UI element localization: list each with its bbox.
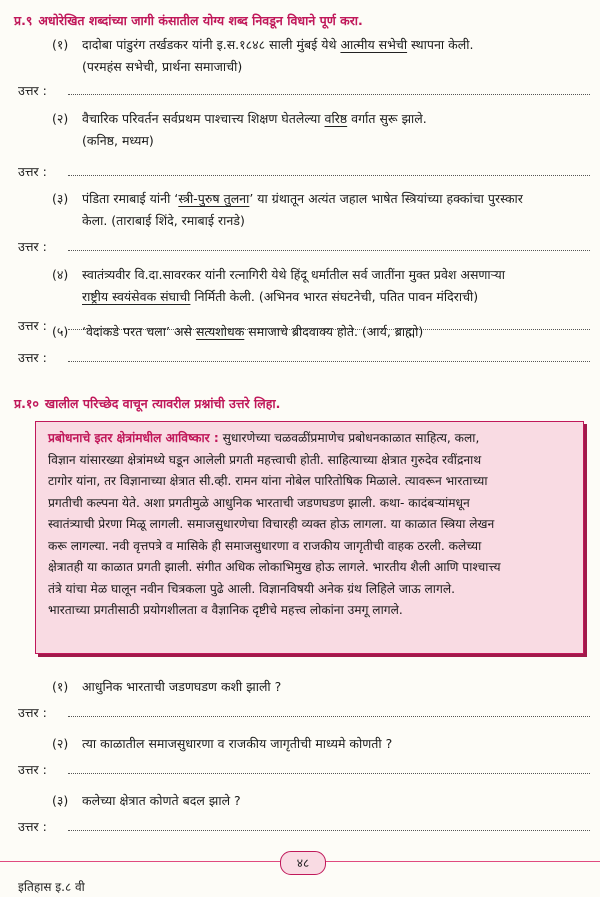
q10-question-1 bbox=[52, 676, 587, 698]
question-10-instruction: खालील परिच्छेद वाचून त्यावरील प्रश्नांची उत्तरे लिहा. bbox=[44, 396, 281, 411]
item-options: (परमहंस सभेची, प्रार्थना समाजाची) bbox=[82, 59, 243, 74]
item-number: (३) bbox=[52, 191, 69, 206]
answer-line-q9-3[interactable] bbox=[18, 238, 590, 254]
answer-label: उत्तर : bbox=[18, 762, 47, 777]
question-9-instruction: अधोरेखित शब्दांच्या जागी कंसातील योग्य शब्द निवडून विधाने पूर्ण करा. bbox=[38, 13, 363, 28]
q10-question-3 bbox=[52, 790, 587, 812]
passage-line: विज्ञान यांसारख्या क्षेत्रांमध्ये घडून आलेली प्रगती महत्त्वाची होती. साहित्याच्या क्षेत्रात गुरुदेव रवींद्रनाथ bbox=[48, 452, 482, 467]
question-9-number: प्र.९ bbox=[14, 13, 33, 28]
answer-label: उत्तर : bbox=[18, 819, 47, 834]
passage-box bbox=[35, 421, 584, 654]
answer-line-q10-2[interactable] bbox=[18, 761, 590, 777]
passage-line: सुधारणेच्या चळवळींप्रमाणेच प्रबोधनकाळात साहित्य, कला, bbox=[218, 431, 480, 445]
item-number: (३) bbox=[52, 793, 69, 808]
answer-label: उत्तर : bbox=[18, 239, 47, 254]
answer-blank[interactable] bbox=[68, 94, 590, 95]
underlined-word: वरिष्ठ bbox=[324, 111, 348, 126]
item-number: (१) bbox=[52, 679, 69, 694]
passage-line: प्रगतीची कल्पना येते. अशा प्रगतीमुळे आधुनिक भारताची जडणघडण झाली. कथा- कादंबऱ्यांमधून bbox=[48, 495, 470, 510]
q9-item-5 bbox=[52, 321, 587, 343]
answer-label: उत्तर : bbox=[18, 164, 47, 179]
answer-label: उत्तर : bbox=[18, 318, 47, 333]
page-number: ४८ bbox=[280, 851, 326, 875]
item-number: (५) bbox=[52, 324, 69, 339]
answer-blank[interactable] bbox=[68, 175, 590, 176]
item-text: ‘वेदांकडे परत चला’ असे bbox=[82, 324, 196, 339]
item-number: (४) bbox=[52, 267, 69, 282]
q9-item-4 bbox=[52, 264, 587, 308]
passage-heading: प्रबोधनाचे इतर क्षेत्रांमधील आविष्कार : bbox=[48, 431, 219, 445]
q9-item-3 bbox=[52, 188, 587, 232]
answer-blank[interactable] bbox=[68, 250, 590, 251]
passage-line: तंत्रे यांचा मेळ घालून नवीन चित्रकला पुढे आली. विज्ञानविषयी अनेक ग्रंथ लिहिले जाऊ लागले. bbox=[48, 581, 455, 596]
underlined-word: सत्यशोधक bbox=[195, 324, 245, 339]
answer-blank[interactable] bbox=[68, 716, 590, 717]
item-text: स्वातंत्र्यवीर वि.दा.सावरकर यांनी रत्नागिरी येथे हिंदू धर्मातील सर्व जातींना मुक्त प्रवेश असणाऱ्या bbox=[82, 267, 506, 282]
passage-line: भारताच्या प्रगतीसाठी प्रयोगशीलता व वैज्ञानिक दृष्टीचे महत्त्व लोकांना उमगू लागले. bbox=[48, 603, 403, 617]
item-text: दादोबा पांडुरंग तर्खडकर यांनी इ.स.१८४८ साली मुंबई येथे bbox=[82, 37, 341, 52]
answer-label: उत्तर : bbox=[18, 83, 47, 98]
answer-line-q9-5[interactable] bbox=[18, 349, 590, 365]
item-text: पंडिता रमाबाई यांनी ‘ bbox=[82, 191, 179, 206]
passage-line: टागोर यांना, तर विज्ञानाच्या क्षेत्रात सी.व्ही. रामन यांना नोबेल पारितोषिक मिळाले. त्यावरून भारताच्या bbox=[48, 474, 488, 488]
answer-line-q10-1[interactable] bbox=[18, 704, 590, 720]
item-text: वर्गात सुरू झाले. bbox=[347, 111, 427, 126]
answer-blank[interactable] bbox=[68, 830, 590, 831]
item-text: समाजाचे ब्रीदवाक्य होते. (आर्य, ब्राह्मो) bbox=[244, 324, 424, 339]
answer-line-q10-3[interactable] bbox=[18, 818, 590, 834]
answer-line-q9-2[interactable] bbox=[18, 163, 590, 179]
question-10-number: प्र.१० bbox=[14, 396, 39, 411]
answer-line-q9-1[interactable] bbox=[18, 82, 590, 98]
q9-item-1 bbox=[52, 34, 587, 78]
q9-item-2 bbox=[52, 108, 587, 152]
underlined-word: स्त्री-पुरुष तुलना bbox=[178, 191, 250, 206]
q10-question-2 bbox=[52, 733, 587, 755]
item-text-line2: केला. (ताराबाई शिंदे, रमाबाई रानडे) bbox=[82, 213, 245, 228]
item-text: स्थापना केली. bbox=[407, 37, 474, 52]
question-text: त्या काळातील समाजसुधारणा व राजकीय जागृतीची माध्यमे कोणती ? bbox=[82, 736, 393, 751]
item-text: निर्मिती केली. (अभिनव भारत संघटनेची, पतित पावन मंदिराची) bbox=[190, 289, 479, 304]
item-text: वैचारिक परिवर्तन सर्वप्रथम पाश्चात्त्य शिक्षण घेतलेल्या bbox=[82, 111, 325, 126]
question-text: कलेच्या क्षेत्रात कोणते बदल झाले ? bbox=[82, 793, 241, 808]
item-number: (२) bbox=[52, 736, 69, 751]
answer-blank[interactable] bbox=[68, 773, 590, 774]
underlined-word: राष्ट्रीय स्वयंसेवक संघाची bbox=[82, 289, 191, 304]
item-options: (कनिष्ठ, मध्यम) bbox=[82, 133, 154, 148]
passage-line: करू लागल्या. नवी वृत्तपत्रे व मासिके ही समाजसुधारणा व राजकीय जागृतीची वाहक ठरली. कलेच्या bbox=[48, 538, 482, 553]
item-text: ’ या ग्रंथातून अत्यंत जहाल भाषेत स्त्रियांच्या हक्कांचा पुरस्कार bbox=[249, 191, 523, 206]
answer-label: उत्तर : bbox=[18, 705, 47, 720]
book-title: इतिहास इ.८ वी bbox=[18, 880, 85, 894]
passage-line: स्वातंत्र्याची प्रेरणा मिळू लागली. समाजसुधारणेचा विचारही व्यक्त होऊ लागला. या काळात स्त्रिया लेखन bbox=[48, 517, 495, 531]
question-text: आधुनिक भारताची जडणघडण कशी झाली ? bbox=[82, 679, 282, 694]
item-number: (२) bbox=[52, 111, 69, 126]
answer-blank[interactable] bbox=[68, 361, 590, 362]
underlined-word: आत्मीय सभेची bbox=[340, 37, 408, 52]
item-number: (१) bbox=[52, 37, 69, 52]
question-9-heading bbox=[14, 12, 363, 29]
answer-label: उत्तर : bbox=[18, 350, 47, 365]
question-10-heading bbox=[14, 395, 280, 412]
passage-line: क्षेत्रातही या काळात प्रगती झाली. संगीत अधिक लोकाभिमुख होऊ लागले. भारतीय शैली आणि पाश्चात्त्य bbox=[48, 560, 501, 574]
